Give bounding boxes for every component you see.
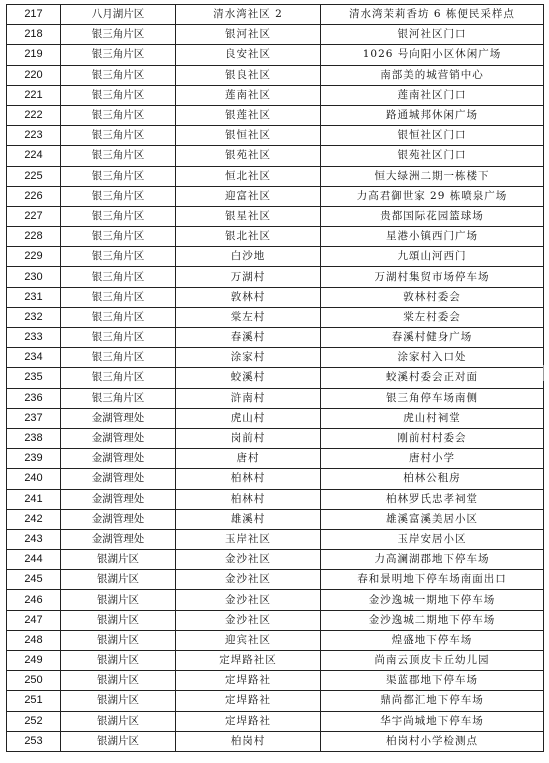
site-cell: 清水湾茉莉香坊 6 栋便民采样点 (321, 5, 544, 25)
table-row (7, 45, 544, 65)
table-row (7, 307, 544, 327)
area-cell: 银湖片区 (61, 691, 176, 711)
site-cell: 刚前村村委会 (321, 428, 544, 448)
community-cell: 棠左村 (176, 307, 321, 327)
area-cell: 银湖片区 (61, 711, 176, 731)
row-number-cell: 241 (7, 489, 61, 509)
site-cell: 柏岗村小学检测点 (321, 731, 544, 751)
community-cell: 定垾路社 (176, 711, 321, 731)
site-cell: 万湖村集贸市场停车场 (321, 267, 544, 287)
row-number-cell: 232 (7, 307, 61, 327)
table-row (7, 105, 544, 125)
area-cell: 金湖管理处 (61, 428, 176, 448)
row-number-cell: 246 (7, 590, 61, 610)
site-cell: 恒大绿洲二期一栋楼下 (321, 166, 544, 186)
site-cell: 星港小镇西门广场 (321, 227, 544, 247)
table-row (7, 126, 544, 146)
row-number-cell: 221 (7, 85, 61, 105)
area-cell: 银湖片区 (61, 651, 176, 671)
table-row (7, 287, 544, 307)
area-cell: 银三角片区 (61, 287, 176, 307)
area-cell: 金湖管理处 (61, 408, 176, 428)
site-cell: 玉岸安居小区 (321, 529, 544, 549)
site-cell: 力高君御世家 29 栋喷泉广场 (321, 186, 544, 206)
table-row (7, 65, 544, 85)
area-cell: 金湖管理处 (61, 449, 176, 469)
row-number-cell: 253 (7, 731, 61, 751)
site-cell: 尚南云顶皮卡丘幼儿园 (321, 651, 544, 671)
site-cell: 金沙逸城二期地下停车场 (321, 610, 544, 630)
row-number-cell: 218 (7, 25, 61, 45)
community-cell: 莲南社区 (176, 85, 321, 105)
site-cell: 涂家村入口处 (321, 348, 544, 368)
area-cell: 银三角片区 (61, 146, 176, 166)
area-cell: 八月湖片区 (61, 5, 176, 25)
row-number-cell: 235 (7, 368, 61, 388)
site-cell: 南部美的城营销中心 (321, 65, 544, 85)
row-number-cell: 249 (7, 651, 61, 671)
table-row (7, 651, 544, 671)
site-cell: 雄溪富溪美居小区 (321, 509, 544, 529)
table-row (7, 489, 544, 509)
row-number-cell: 229 (7, 247, 61, 267)
area-cell: 银三角片区 (61, 45, 176, 65)
site-cell: 路通城邦休闲广场 (321, 105, 544, 125)
table-row (7, 408, 544, 428)
community-cell: 岗前村 (176, 428, 321, 448)
row-number-cell: 220 (7, 65, 61, 85)
area-cell: 银湖片区 (61, 550, 176, 570)
table-row (7, 166, 544, 186)
table-row (7, 368, 544, 388)
area-cell: 银三角片区 (61, 227, 176, 247)
site-cell: 春溪村健身广场 (321, 328, 544, 348)
area-cell: 银三角片区 (61, 105, 176, 125)
area-cell: 银湖片区 (61, 630, 176, 650)
area-cell: 银三角片区 (61, 388, 176, 408)
row-number-cell: 225 (7, 166, 61, 186)
area-cell: 银湖片区 (61, 590, 176, 610)
row-number-cell: 244 (7, 550, 61, 570)
table-row (7, 469, 544, 489)
row-number-cell: 242 (7, 509, 61, 529)
community-cell: 虎山村 (176, 408, 321, 428)
community-cell: 金沙社区 (176, 570, 321, 590)
table-row (7, 388, 544, 408)
row-number-cell: 219 (7, 45, 61, 65)
row-number-cell: 252 (7, 711, 61, 731)
community-cell: 柏岗村 (176, 731, 321, 751)
table-row (7, 428, 544, 448)
page-edge-mark (543, 365, 549, 381)
site-cell: 贵都国际花园篮球场 (321, 206, 544, 226)
site-cell: 柏林罗氏忠孝祠堂 (321, 489, 544, 509)
row-number-cell: 238 (7, 428, 61, 448)
area-cell: 银湖片区 (61, 671, 176, 691)
community-cell: 银河社区 (176, 25, 321, 45)
site-cell: 银河社区门口 (321, 25, 544, 45)
row-number-cell: 230 (7, 267, 61, 287)
table-row (7, 5, 544, 25)
community-cell: 雄溪村 (176, 509, 321, 529)
row-number-cell: 237 (7, 408, 61, 428)
community-cell: 银苑社区 (176, 146, 321, 166)
table-body (7, 5, 544, 752)
row-number-cell: 250 (7, 671, 61, 691)
community-cell: 金沙社区 (176, 610, 321, 630)
area-cell: 金湖管理处 (61, 509, 176, 529)
site-cell: 银三角停车场南侧 (321, 388, 544, 408)
area-cell: 银三角片区 (61, 186, 176, 206)
table-row (7, 186, 544, 206)
community-cell: 迎富社区 (176, 186, 321, 206)
site-cell: 华宇尚城地下停车场 (321, 711, 544, 731)
row-number-cell: 231 (7, 287, 61, 307)
site-cell: 银苑社区门口 (321, 146, 544, 166)
community-cell: 玉岸社区 (176, 529, 321, 549)
community-cell: 涂家村 (176, 348, 321, 368)
site-cell: 春和景明地下停车场南面出口 (321, 570, 544, 590)
row-number-cell: 248 (7, 630, 61, 650)
table-row (7, 85, 544, 105)
table-row (7, 206, 544, 226)
site-cell: 1026 号向阳小区休闲广场 (321, 45, 544, 65)
table-row (7, 529, 544, 549)
table-row (7, 570, 544, 590)
table-row (7, 509, 544, 529)
table-row (7, 146, 544, 166)
area-cell: 金湖管理处 (61, 469, 176, 489)
community-cell: 银北社区 (176, 227, 321, 247)
row-number-cell: 228 (7, 227, 61, 247)
row-number-cell: 224 (7, 146, 61, 166)
table-row (7, 711, 544, 731)
table-row (7, 25, 544, 45)
row-number-cell: 245 (7, 570, 61, 590)
area-cell: 银三角片区 (61, 368, 176, 388)
area-cell: 银湖片区 (61, 610, 176, 630)
site-cell: 银恒社区门口 (321, 126, 544, 146)
row-number-cell: 247 (7, 610, 61, 630)
table-row (7, 247, 544, 267)
row-number-cell: 251 (7, 691, 61, 711)
table-row (7, 731, 544, 751)
area-cell: 银三角片区 (61, 85, 176, 105)
community-cell: 柏林村 (176, 489, 321, 509)
row-number-cell: 227 (7, 206, 61, 226)
area-cell: 银三角片区 (61, 206, 176, 226)
community-cell: 唐村 (176, 449, 321, 469)
row-number-cell: 240 (7, 469, 61, 489)
site-cell: 蛟溪村委会正对面 (321, 368, 544, 388)
community-cell: 清水湾社区 2 (176, 5, 321, 25)
community-cell: 银恒社区 (176, 126, 321, 146)
area-cell: 银三角片区 (61, 126, 176, 146)
community-cell: 定垾路社 (176, 671, 321, 691)
table-row (7, 610, 544, 630)
community-cell: 金沙社区 (176, 590, 321, 610)
table-row (7, 671, 544, 691)
table-row (7, 328, 544, 348)
row-number-cell: 223 (7, 126, 61, 146)
area-cell: 银湖片区 (61, 731, 176, 751)
row-number-cell: 226 (7, 186, 61, 206)
site-cell: 力高澜湖郡地下停车场 (321, 550, 544, 570)
table-row (7, 590, 544, 610)
table-row (7, 691, 544, 711)
community-cell: 金沙社区 (176, 550, 321, 570)
site-cell: 莲南社区门口 (321, 85, 544, 105)
area-cell: 银三角片区 (61, 348, 176, 368)
area-cell: 金湖管理处 (61, 489, 176, 509)
community-cell: 银莲社区 (176, 105, 321, 125)
site-cell: 唐村小学 (321, 449, 544, 469)
area-cell: 金湖管理处 (61, 529, 176, 549)
row-number-cell: 243 (7, 529, 61, 549)
community-cell: 万湖村 (176, 267, 321, 287)
sampling-site-table (6, 4, 544, 752)
sampling-site-table-page (6, 4, 543, 752)
area-cell: 银三角片区 (61, 307, 176, 327)
community-cell: 蛟溪村 (176, 368, 321, 388)
community-cell: 敦林村 (176, 287, 321, 307)
site-cell: 敦林村委会 (321, 287, 544, 307)
area-cell: 银三角片区 (61, 267, 176, 287)
row-number-cell: 236 (7, 388, 61, 408)
site-cell: 鼎尚都汇地下停车场 (321, 691, 544, 711)
community-cell: 白沙地 (176, 247, 321, 267)
community-cell: 良安社区 (176, 45, 321, 65)
community-cell: 迎宾社区 (176, 630, 321, 650)
community-cell: 恒北社区 (176, 166, 321, 186)
community-cell: 定垾路社 (176, 691, 321, 711)
area-cell: 银三角片区 (61, 65, 176, 85)
community-cell: 银星社区 (176, 206, 321, 226)
table-row (7, 267, 544, 287)
table-row (7, 227, 544, 247)
table-row (7, 550, 544, 570)
community-cell: 春溪村 (176, 328, 321, 348)
area-cell: 银三角片区 (61, 247, 176, 267)
site-cell: 虎山村祠堂 (321, 408, 544, 428)
table-row (7, 348, 544, 368)
table-row (7, 449, 544, 469)
community-cell: 浒南村 (176, 388, 321, 408)
site-cell: 柏林公租房 (321, 469, 544, 489)
site-cell: 金沙逸城一期地下停车场 (321, 590, 544, 610)
community-cell: 定垾路社区 (176, 651, 321, 671)
row-number-cell: 239 (7, 449, 61, 469)
site-cell: 渠蓝郡地下停车场 (321, 671, 544, 691)
area-cell: 银三角片区 (61, 25, 176, 45)
area-cell: 银三角片区 (61, 328, 176, 348)
site-cell: 煌盛地下停车场 (321, 630, 544, 650)
row-number-cell: 233 (7, 328, 61, 348)
area-cell: 银三角片区 (61, 166, 176, 186)
row-number-cell: 217 (7, 5, 61, 25)
area-cell: 银湖片区 (61, 570, 176, 590)
site-cell: 九頌山河西门 (321, 247, 544, 267)
row-number-cell: 222 (7, 105, 61, 125)
row-number-cell: 234 (7, 348, 61, 368)
site-cell: 棠左村委会 (321, 307, 544, 327)
table-row (7, 630, 544, 650)
community-cell: 银良社区 (176, 65, 321, 85)
community-cell: 柏林村 (176, 469, 321, 489)
